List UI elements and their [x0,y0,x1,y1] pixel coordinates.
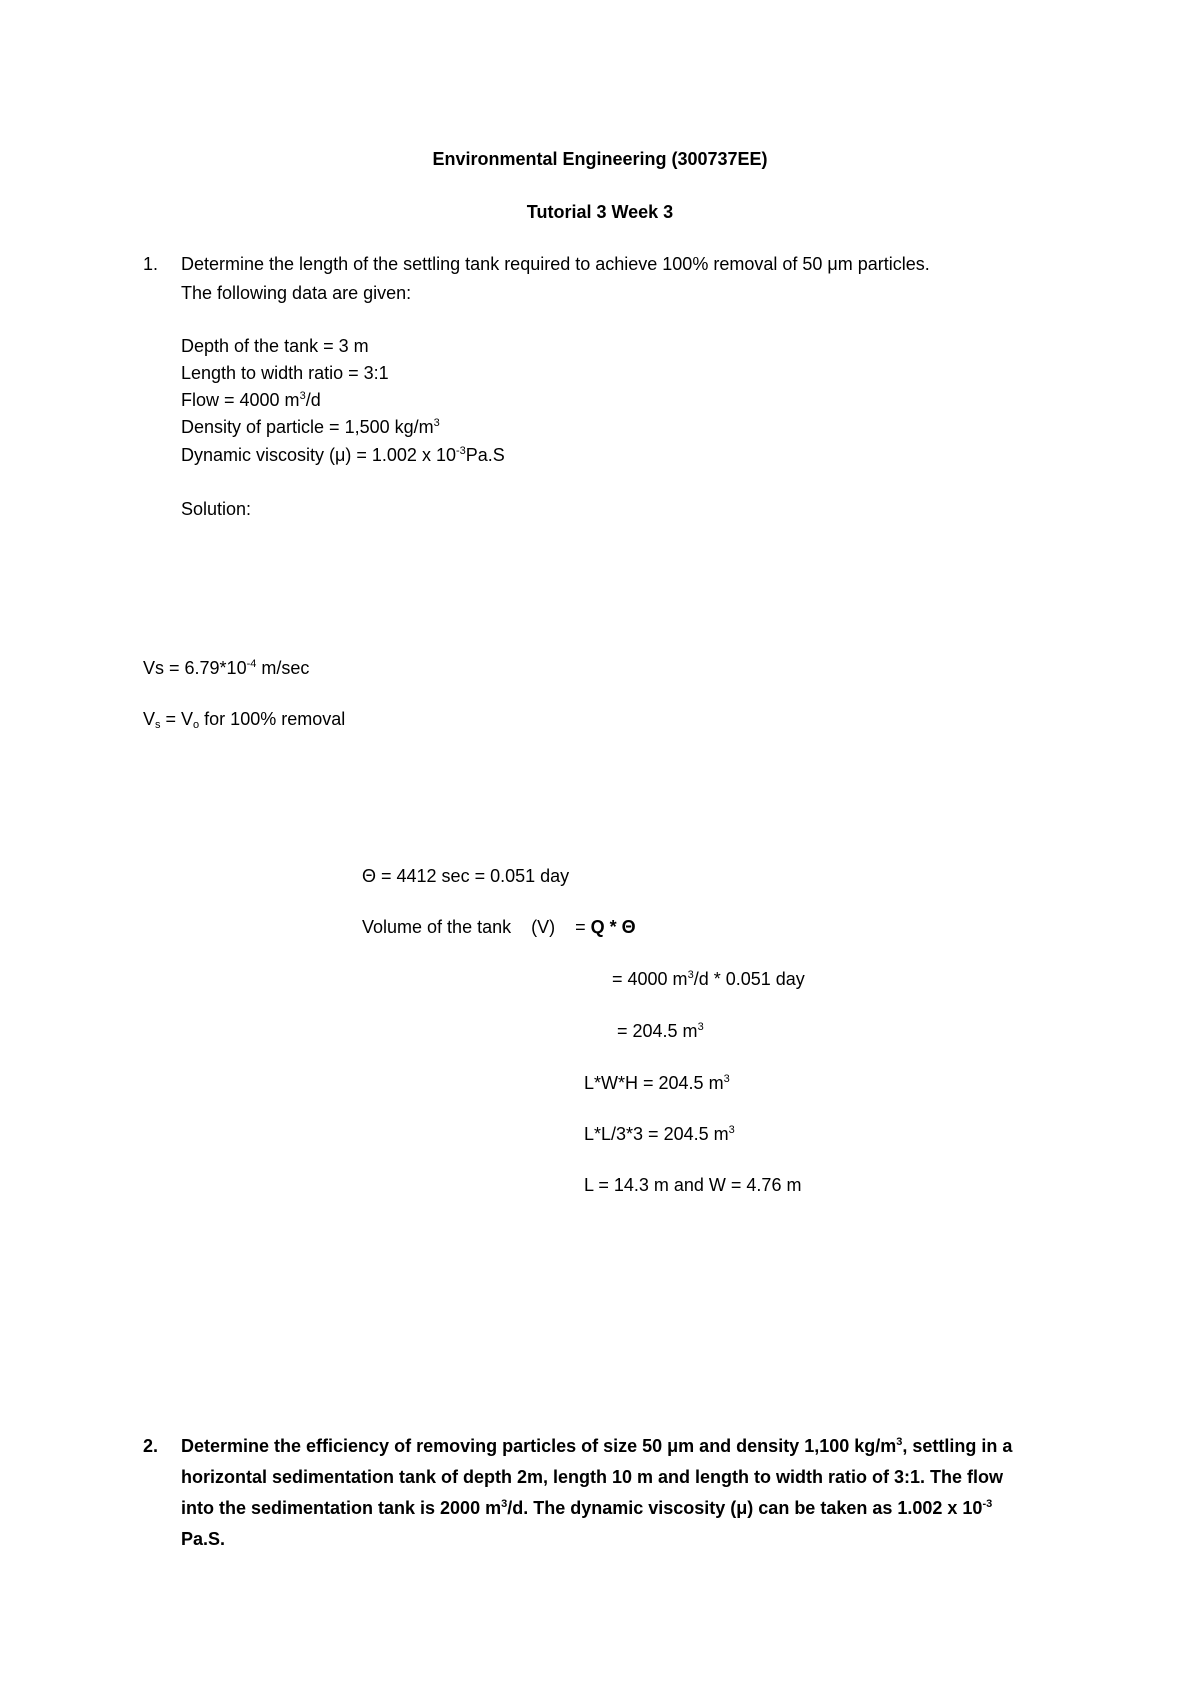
q1-calc2-sup: 3 [697,1021,704,1033]
q1-solution-label: Solution: [181,499,252,519]
q2-line1-end: , settling in a [902,1436,1013,1456]
q1-density-text: Density of particle = 1,500 kg/m [181,417,434,437]
q1-ll3 [584,1125,735,1143]
q2-line3-sup2: -3 [982,1498,993,1510]
q1-flow-text: Flow = 4000 m [181,390,300,410]
q1-flow-sup: 3 [299,390,306,402]
q1-vs-removal: for 100% removal [199,709,346,729]
q1-vs-v1: V [143,709,156,729]
q1-calc1-sup: 3 [687,969,694,981]
q1-calc2-text: = 204.5 m [617,1021,698,1041]
q1-ratio: Length to width ratio = 3:1 [181,363,389,383]
q1-calc1-text: = 4000 m [612,969,688,989]
q1-volume-label: Volume of the tank (V) = [362,917,591,937]
document-subtitle: Tutorial 3 Week 3 [526,202,674,222]
q1-depth: Depth of the tank = 3 m [181,336,369,356]
q1-vs-equals-vo [143,709,346,731]
q1-flow [181,391,321,409]
q1-lwh-text: L*W*H = 204.5 m [584,1073,724,1093]
q1-calc2 [617,1022,704,1040]
q1-density [181,418,440,436]
q1-lwh [584,1074,730,1092]
q1-viscosity-text: Dynamic viscosity (μ) = 1.002 x 10 [181,445,456,465]
q1-calc1-unit: /d * 0.051 day [693,969,805,989]
q2-line1 [181,1437,1012,1455]
q2-line1-text: Determine the efficiency of removing particles of size 50 μm and density 1,100 kg/m [181,1436,897,1456]
q1-line1: Determine the length of the settling tank required to achieve 100% removal of 50 μm particles. [181,254,930,274]
q1-number: 1. [143,254,159,274]
q1-vs-text: Vs = 6.79*10 [143,658,247,678]
q2-line3-text: into the sedimentation tank is 2000 m [181,1498,502,1518]
q1-density-sup: 3 [433,417,440,429]
q2-line3 [181,1499,992,1517]
q1-vs-sub: s [155,719,161,731]
q1-vs-unit: m/sec [256,658,310,678]
q1-viscosity [181,446,505,464]
q1-theta: Θ = 4412 sec = 0.051 day [362,866,570,886]
q1-flow-unit: /d [305,390,321,410]
q1-ll3-sup: 3 [728,1124,735,1136]
document-title: Environmental Engineering (300737EE) [432,149,768,169]
q1-result: L = 14.3 m and W = 4.76 m [584,1175,802,1195]
q1-volume [362,918,636,936]
q2-line2: horizontal sedimentation tank of depth 2m, length 10 m and length to width ratio of 3:1. The flow [181,1467,1004,1487]
q1-line2: The following data are given: [181,283,412,303]
q1-calc1 [612,970,805,988]
q2-line3-sup: 3 [501,1498,508,1510]
q2-line1-sup: 3 [896,1436,903,1448]
q1-ll3-text: L*L/3*3 = 204.5 m [584,1124,729,1144]
q1-vs-sup: -4 [246,658,257,670]
q1-lwh-sup: 3 [723,1073,730,1085]
q2-line3-mid: /d. The dynamic viscosity (μ) can be taken as 1.002 x 10 [507,1498,983,1518]
q1-volume-formula: Q * Θ [590,917,636,937]
q2-line4: Pa.S. [181,1529,226,1549]
q1-viscosity-sup: -3 [455,445,466,457]
q1-vs-mid: = V [160,709,194,729]
q1-vs-value [143,659,309,677]
q1-viscosity-unit: Pa.S [465,445,505,465]
q2-number: 2. [143,1436,159,1456]
q1-vo-sub: o [193,719,200,731]
